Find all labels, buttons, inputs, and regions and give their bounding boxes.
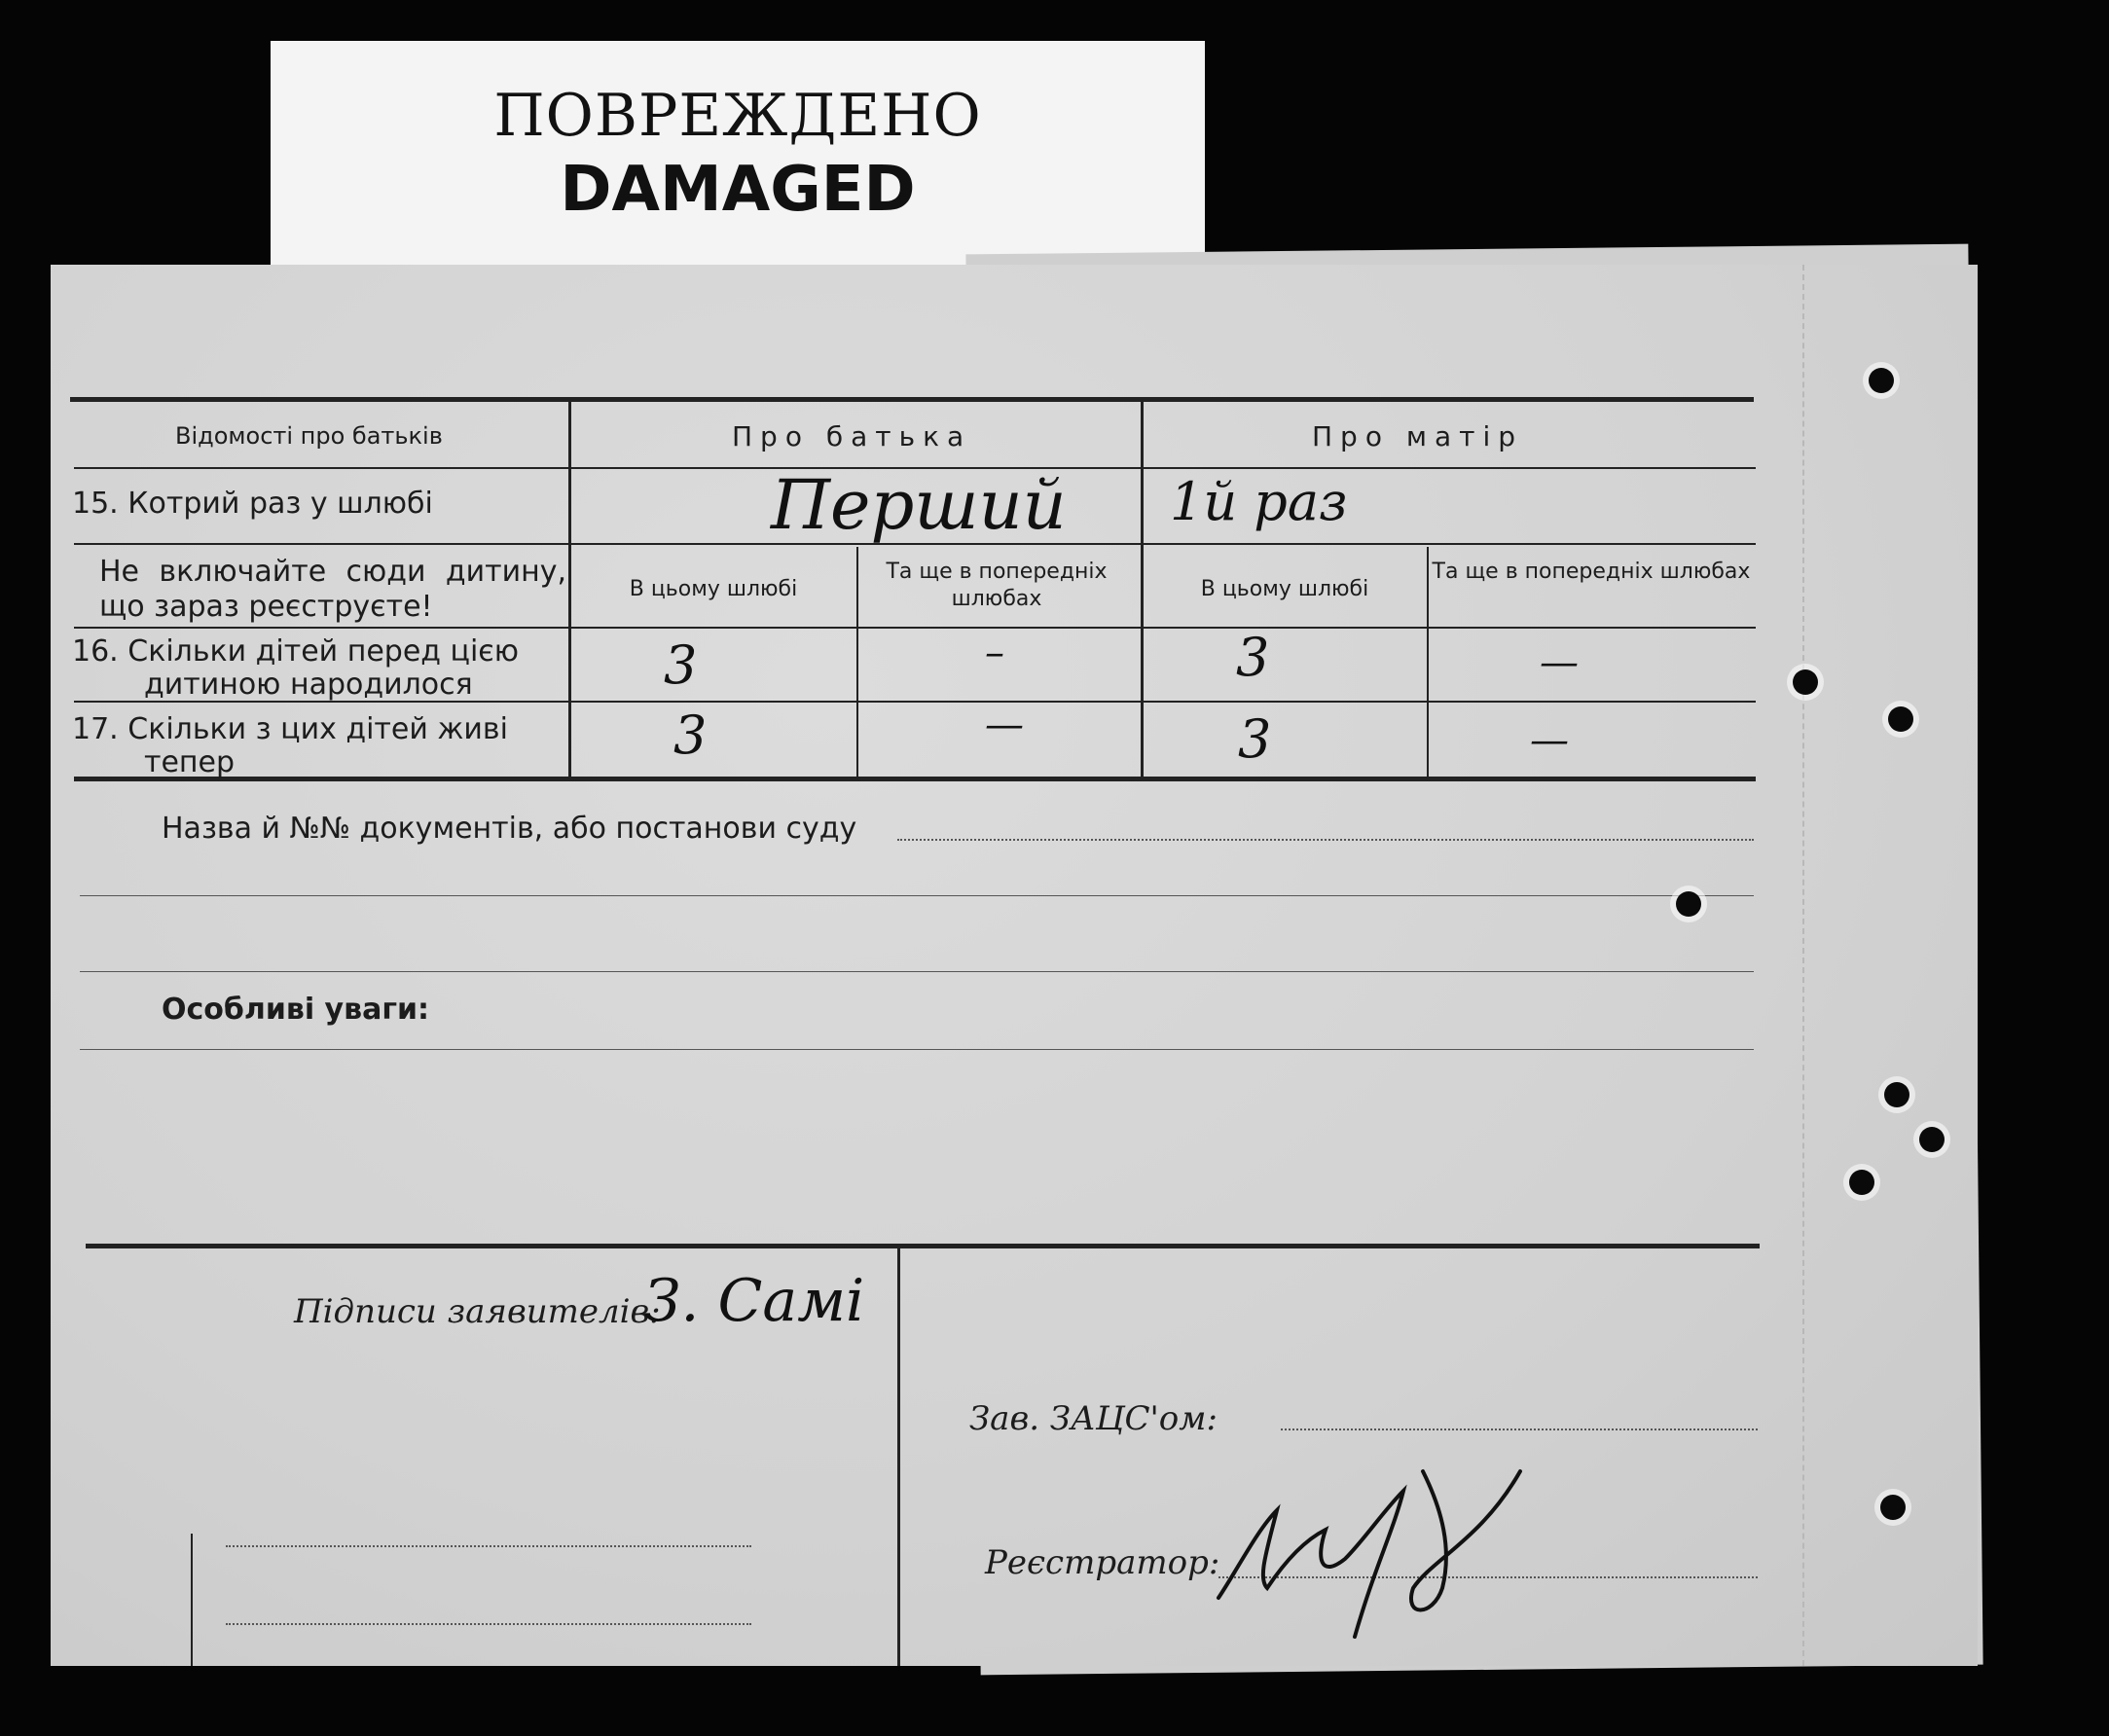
col-divider-father bbox=[856, 547, 858, 778]
documents-line-3 bbox=[80, 971, 1754, 972]
row17-father-prev: — bbox=[985, 703, 1024, 747]
punch-hole bbox=[1676, 891, 1701, 917]
head-dotted-line bbox=[1281, 1429, 1758, 1430]
applicants-signature: З. Самі bbox=[644, 1267, 865, 1335]
row16-label-line1: 16. Скільки дітей перед цією bbox=[72, 634, 520, 669]
registrar-signature-drawing bbox=[1199, 1452, 1569, 1646]
table-bottom-rule bbox=[74, 777, 1756, 781]
col-divider-1 bbox=[568, 399, 571, 778]
row16-father-prev: – bbox=[985, 631, 1004, 675]
father-header: Про батька bbox=[732, 420, 972, 452]
row17-mother-prev: — bbox=[1530, 718, 1569, 763]
mother-this-marriage-header: В цьому шлюбі bbox=[1200, 577, 1369, 601]
applicants-label: Підписи заявителів: bbox=[294, 1292, 661, 1331]
documents-dotted-line bbox=[897, 839, 1754, 841]
row16-label-line2: дитиною народилося bbox=[144, 668, 473, 702]
mother-header: Про матір bbox=[1312, 420, 1524, 452]
row17-mother-this: 3 bbox=[1238, 708, 1272, 770]
damaged-label-card bbox=[271, 41, 1205, 267]
row16-father-this: 3 bbox=[664, 634, 698, 696]
perforation-margin bbox=[1802, 265, 1804, 1666]
punch-hole bbox=[1919, 1127, 1945, 1152]
col-divider-2 bbox=[1141, 399, 1144, 778]
row17-label-line1: 17. Скільки з цих дітей живі bbox=[72, 712, 508, 746]
father-previous-header: Та ще в попередніх шлюбах bbox=[886, 560, 1108, 611]
col-divider-mother bbox=[1427, 547, 1429, 778]
applicant-dotted-line-2 bbox=[226, 1623, 751, 1625]
signature-divider bbox=[897, 1248, 900, 1666]
punch-hole bbox=[1869, 368, 1894, 393]
note-text: Не включайте сюди дитину, що зараз реєструєте! bbox=[99, 555, 566, 624]
table-top-rule bbox=[70, 397, 1754, 402]
document-page bbox=[51, 265, 1978, 1666]
documents-line-2 bbox=[80, 895, 1754, 896]
label-russian-text: ПОВРЕЖДЕНО bbox=[493, 82, 982, 150]
row17-father-this: 3 bbox=[673, 705, 708, 766]
mother-previous-header: Та ще в попередніх шлюбах bbox=[1432, 560, 1751, 584]
head-label: Зав. ЗАЦС'ом: bbox=[969, 1399, 1218, 1438]
row15-mother-value: 1й раз bbox=[1170, 471, 1348, 532]
remarks-label: Особливі уваги: bbox=[162, 993, 430, 1027]
father-this-marriage-header: В цьому шлюбі bbox=[629, 577, 798, 601]
remarks-line bbox=[80, 1049, 1754, 1050]
section-header: Відомості про батьків bbox=[175, 422, 443, 450]
row16-mother-this: 3 bbox=[1236, 627, 1270, 688]
documents-label: Назва й №№ документів, або постанови суду bbox=[162, 812, 857, 846]
signature-top-rule bbox=[86, 1244, 1760, 1248]
punch-hole bbox=[1793, 669, 1818, 695]
row15-father-value: Перший bbox=[771, 465, 1067, 545]
punch-hole bbox=[1849, 1170, 1874, 1195]
row16-mother-prev: — bbox=[1540, 640, 1579, 685]
signature-left-bracket bbox=[191, 1534, 193, 1666]
punch-hole bbox=[1888, 706, 1913, 732]
row15-label: 15. Котрий раз у шлюбі bbox=[72, 487, 433, 521]
row17-label-line2: тепер bbox=[144, 745, 236, 779]
punch-hole bbox=[1884, 1082, 1909, 1107]
label-english-text: DAMAGED bbox=[560, 154, 916, 226]
registrar-label: Реєстратор: bbox=[985, 1543, 1220, 1582]
punch-hole bbox=[1880, 1495, 1906, 1520]
subheader-rule bbox=[74, 627, 1756, 629]
applicant-dotted-line-1 bbox=[226, 1545, 751, 1547]
